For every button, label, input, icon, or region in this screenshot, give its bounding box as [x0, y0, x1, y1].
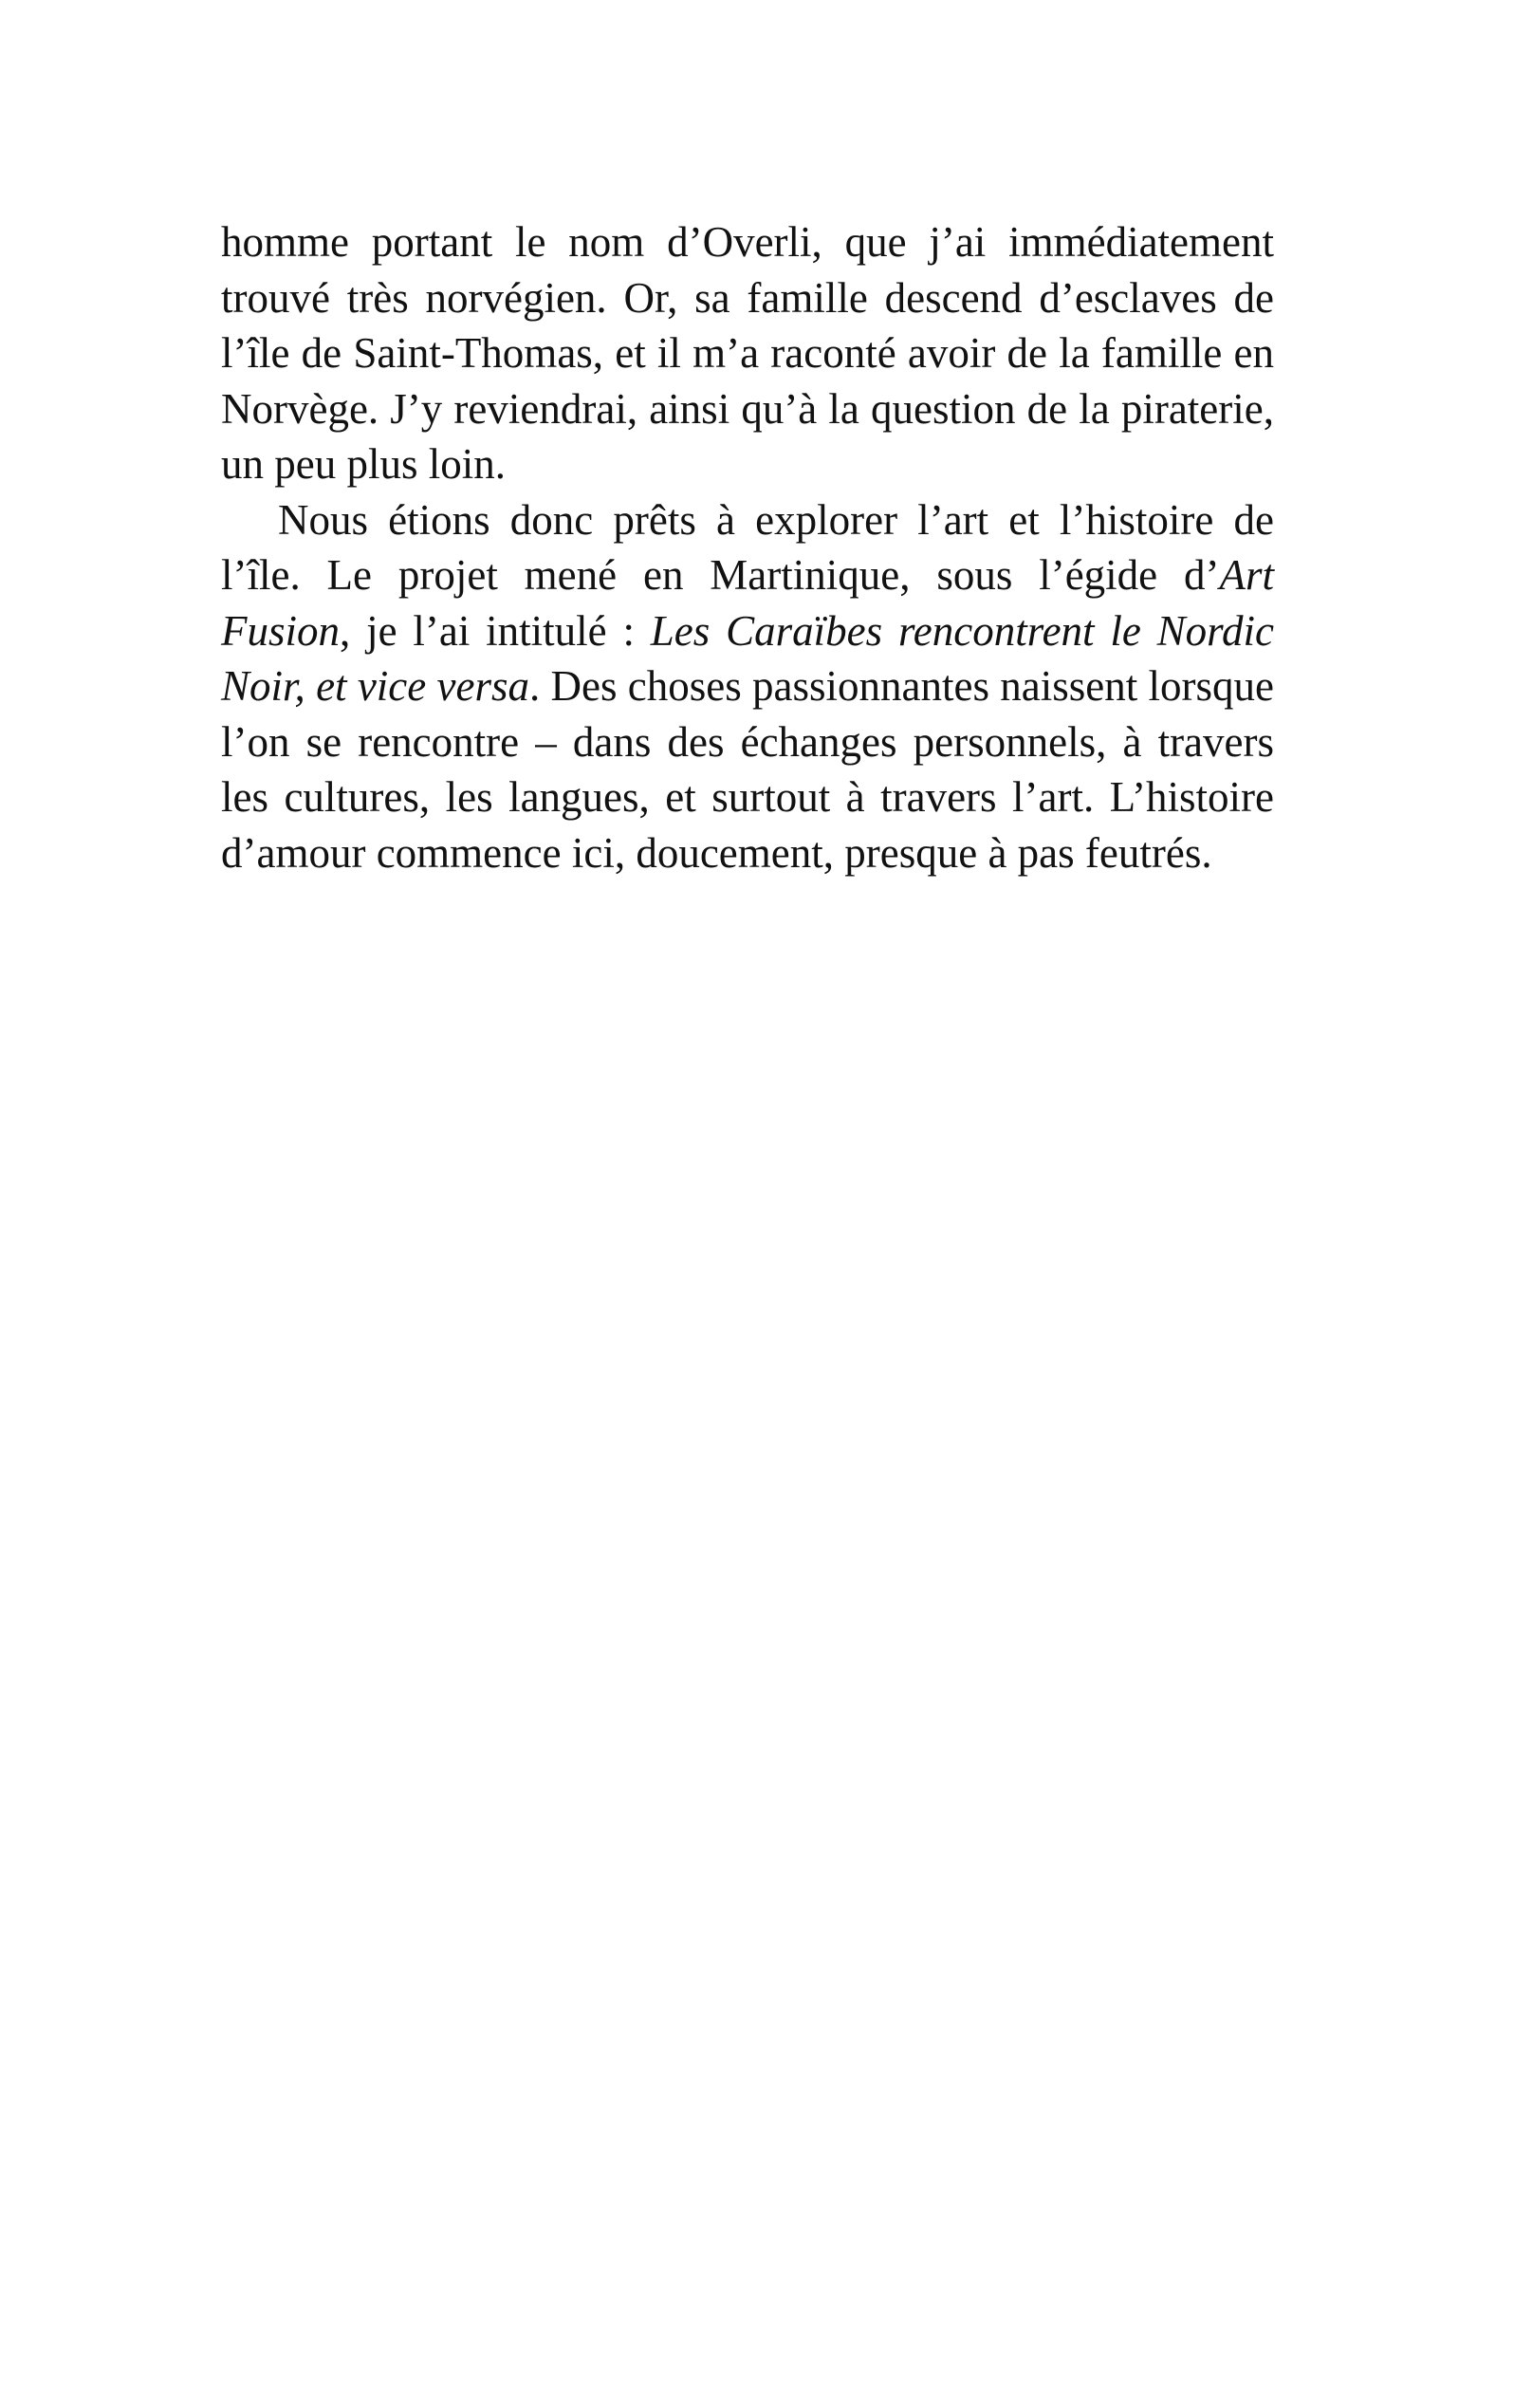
paragraph-1-text: homme portant le nom d’Overli, que j’ai immédiatement trouvé très norvégien. Or, sa famille descend d’esclaves de l’île de Saint-Thomas, et il m’a raconté avoir de la famille en Norvège. J’y reviendrai, ainsi qu’à la question de la piraterie, un peu plus loin. — [221, 218, 1274, 488]
body-text — [221, 214, 1274, 880]
project-title-italic: Les Caraïbes rencontrent le Nordic Noir, et vice versa — [221, 606, 1274, 710]
project-name-italic: Art Fusion — [221, 551, 1274, 655]
paragraph-2 — [221, 492, 1274, 881]
paragraph-1 — [221, 214, 1274, 492]
paragraph-2-text-c: . Des choses passionnantes naissent lorsque l’on se rencontre – dans des échanges personnels, à travers les cultures, les langues, et surtout à travers l’art. L’histoire d’amour commence ici, doucement, presque à pas feutrés. — [221, 662, 1274, 877]
paragraph-2-text-a: Nous étions donc prêts à explorer l’art et l’histoire de l’île. Le projet mené en Martinique, sous l’égide d’ — [221, 495, 1274, 599]
paragraph-2-text-b: , je l’ai intitulé : — [340, 606, 651, 655]
